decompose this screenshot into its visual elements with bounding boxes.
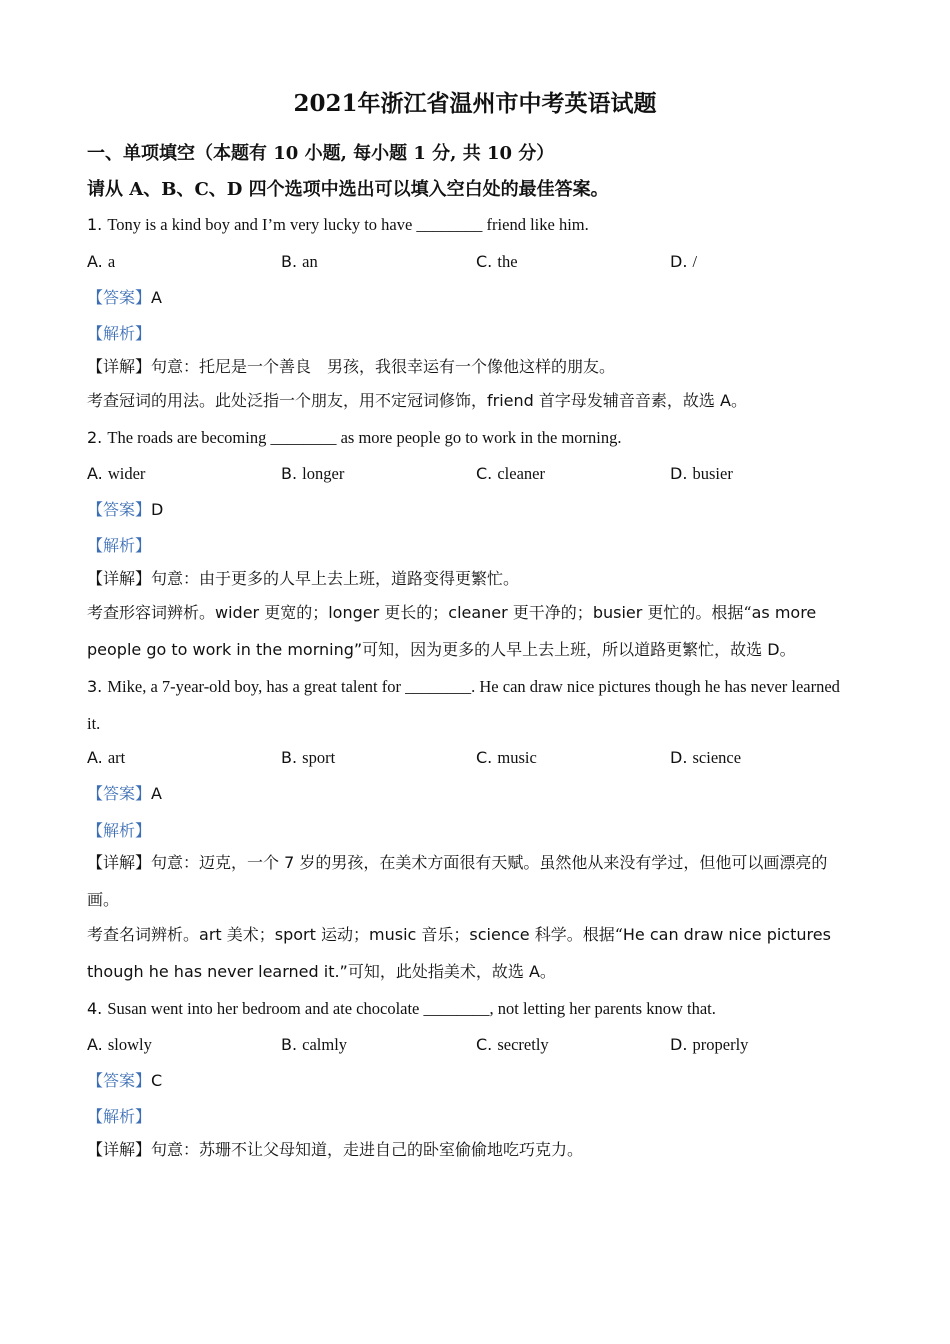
q2-explanation-line1: 考查形容词辨析。wider 更宽的；longer 更长的；cleaner 更干净的；busier 更忙的。根据“as more: [87, 603, 817, 622]
question-3: [87, 677, 840, 697]
q1-option-b: B. an: [281, 252, 318, 271]
answer-label: 【答案】: [87, 500, 152, 519]
q1-explanation: 考查冠词的用法。此处泛指一个朋友，用不定冠词修饰，friend 首字母发辅音音素，故选 A。: [87, 391, 747, 410]
q4-analysis-label: 【解析】: [87, 1107, 152, 1126]
q3-option-c: C. music: [476, 748, 537, 767]
q2-option-d: D. busier: [670, 464, 733, 483]
question-number: 1.: [87, 215, 103, 234]
answer-label: 【答案】: [87, 288, 152, 307]
q1-detail: 【详解】句意：托尼是一个善良 男孩，我很幸运有一个像他这样的朋友。: [87, 357, 616, 376]
q4-option-a: A. slowly: [87, 1035, 152, 1054]
question-number: 3.: [87, 677, 103, 696]
question-1: [87, 215, 589, 235]
q1-option-c: C. the: [476, 252, 518, 271]
question-number: 4.: [87, 999, 103, 1018]
q1-option-a: A. a: [87, 252, 116, 271]
question-text: Susan went into her bedroom and ate chocolate ________, not letting her parents know that.: [107, 999, 716, 1018]
q4-answer: [87, 1071, 162, 1091]
q3-detail-continued: 画。: [87, 890, 120, 909]
q3-option-b: B. sport: [281, 748, 336, 767]
q3-answer: [87, 784, 162, 804]
q2-option-b: B. longer: [281, 464, 345, 483]
q1-analysis-label: 【解析】: [87, 324, 152, 343]
section-instruction: 请从 A、B、C、D 四个选项中选出可以填入空白处的最佳答案。: [87, 179, 609, 200]
q4-detail: 【详解】句意：苏珊不让父母知道，走进自己的卧室偷偷地吃巧克力。: [87, 1140, 584, 1159]
detail-label: 【详解】: [87, 569, 152, 588]
q2-option-c: C. cleaner: [476, 464, 545, 483]
question-text: Tony is a kind boy and I’m very lucky to have ________ friend like him.: [107, 215, 589, 234]
answer-value: A: [151, 784, 162, 803]
q2-option-a: A. wider: [87, 464, 146, 483]
q3-explanation-line2: though he has never learned it.”可知，此处指美术，故选 A。: [87, 962, 556, 981]
q2-analysis-label: 【解析】: [87, 536, 152, 555]
detail-label: 【详解】: [87, 357, 152, 376]
q2-detail: 【详解】句意：由于更多的人早上去上班，道路变得更繁忙。: [87, 569, 520, 588]
q3-explanation-line1: 考查名词辨析。art 美术；sport 运动；music 音乐；science 科学。根据“He can draw nice pictures: [87, 925, 831, 944]
question-text: Mike, a 7-year-old boy, has a great talent for ________. He can draw nice pictures though he has never learned: [107, 677, 840, 696]
q2-explanation-line2: people go to work in the morning”可知，因为更多的人早上去上班，所以道路更繁忙，故选 D。: [87, 640, 796, 659]
q3-option-d: D. science: [670, 748, 742, 767]
q4-option-b: B. calmly: [281, 1035, 348, 1054]
section-heading: 一、单项填空（本题有 10 小题, 每小题 1 分, 共 10 分）: [87, 143, 555, 164]
q4-option-d: D. properly: [670, 1035, 749, 1054]
detail-label: 【详解】: [87, 853, 152, 872]
detail-label: 【详解】: [87, 1140, 152, 1159]
q3-option-a: A. art: [87, 748, 126, 767]
q3-analysis-label: 【解析】: [87, 821, 152, 840]
q4-option-c: C. secretly: [476, 1035, 549, 1054]
page-title: 2021年浙江省温州市中考英语试题: [293, 90, 657, 117]
answer-value: A: [151, 288, 162, 307]
question-4: [87, 999, 716, 1019]
answer-label: 【答案】: [87, 784, 152, 803]
answer-value: C: [151, 1071, 163, 1090]
question-3-continued: it.: [87, 714, 101, 733]
answer-value: D: [151, 500, 164, 519]
question-number: 2.: [87, 428, 103, 447]
q1-option-d: D. /: [670, 252, 698, 271]
q2-answer: [87, 500, 163, 520]
q3-detail: 【详解】句意：迈克，一个 7 岁的男孩，在美术方面很有天赋。虽然他从来没有学过，但他可以画漂亮的: [87, 853, 828, 872]
q1-answer: [87, 288, 162, 308]
question-text: The roads are becoming ________ as more people go to work in the morning.: [107, 428, 622, 447]
answer-label: 【答案】: [87, 1071, 152, 1090]
question-2: [87, 428, 622, 448]
